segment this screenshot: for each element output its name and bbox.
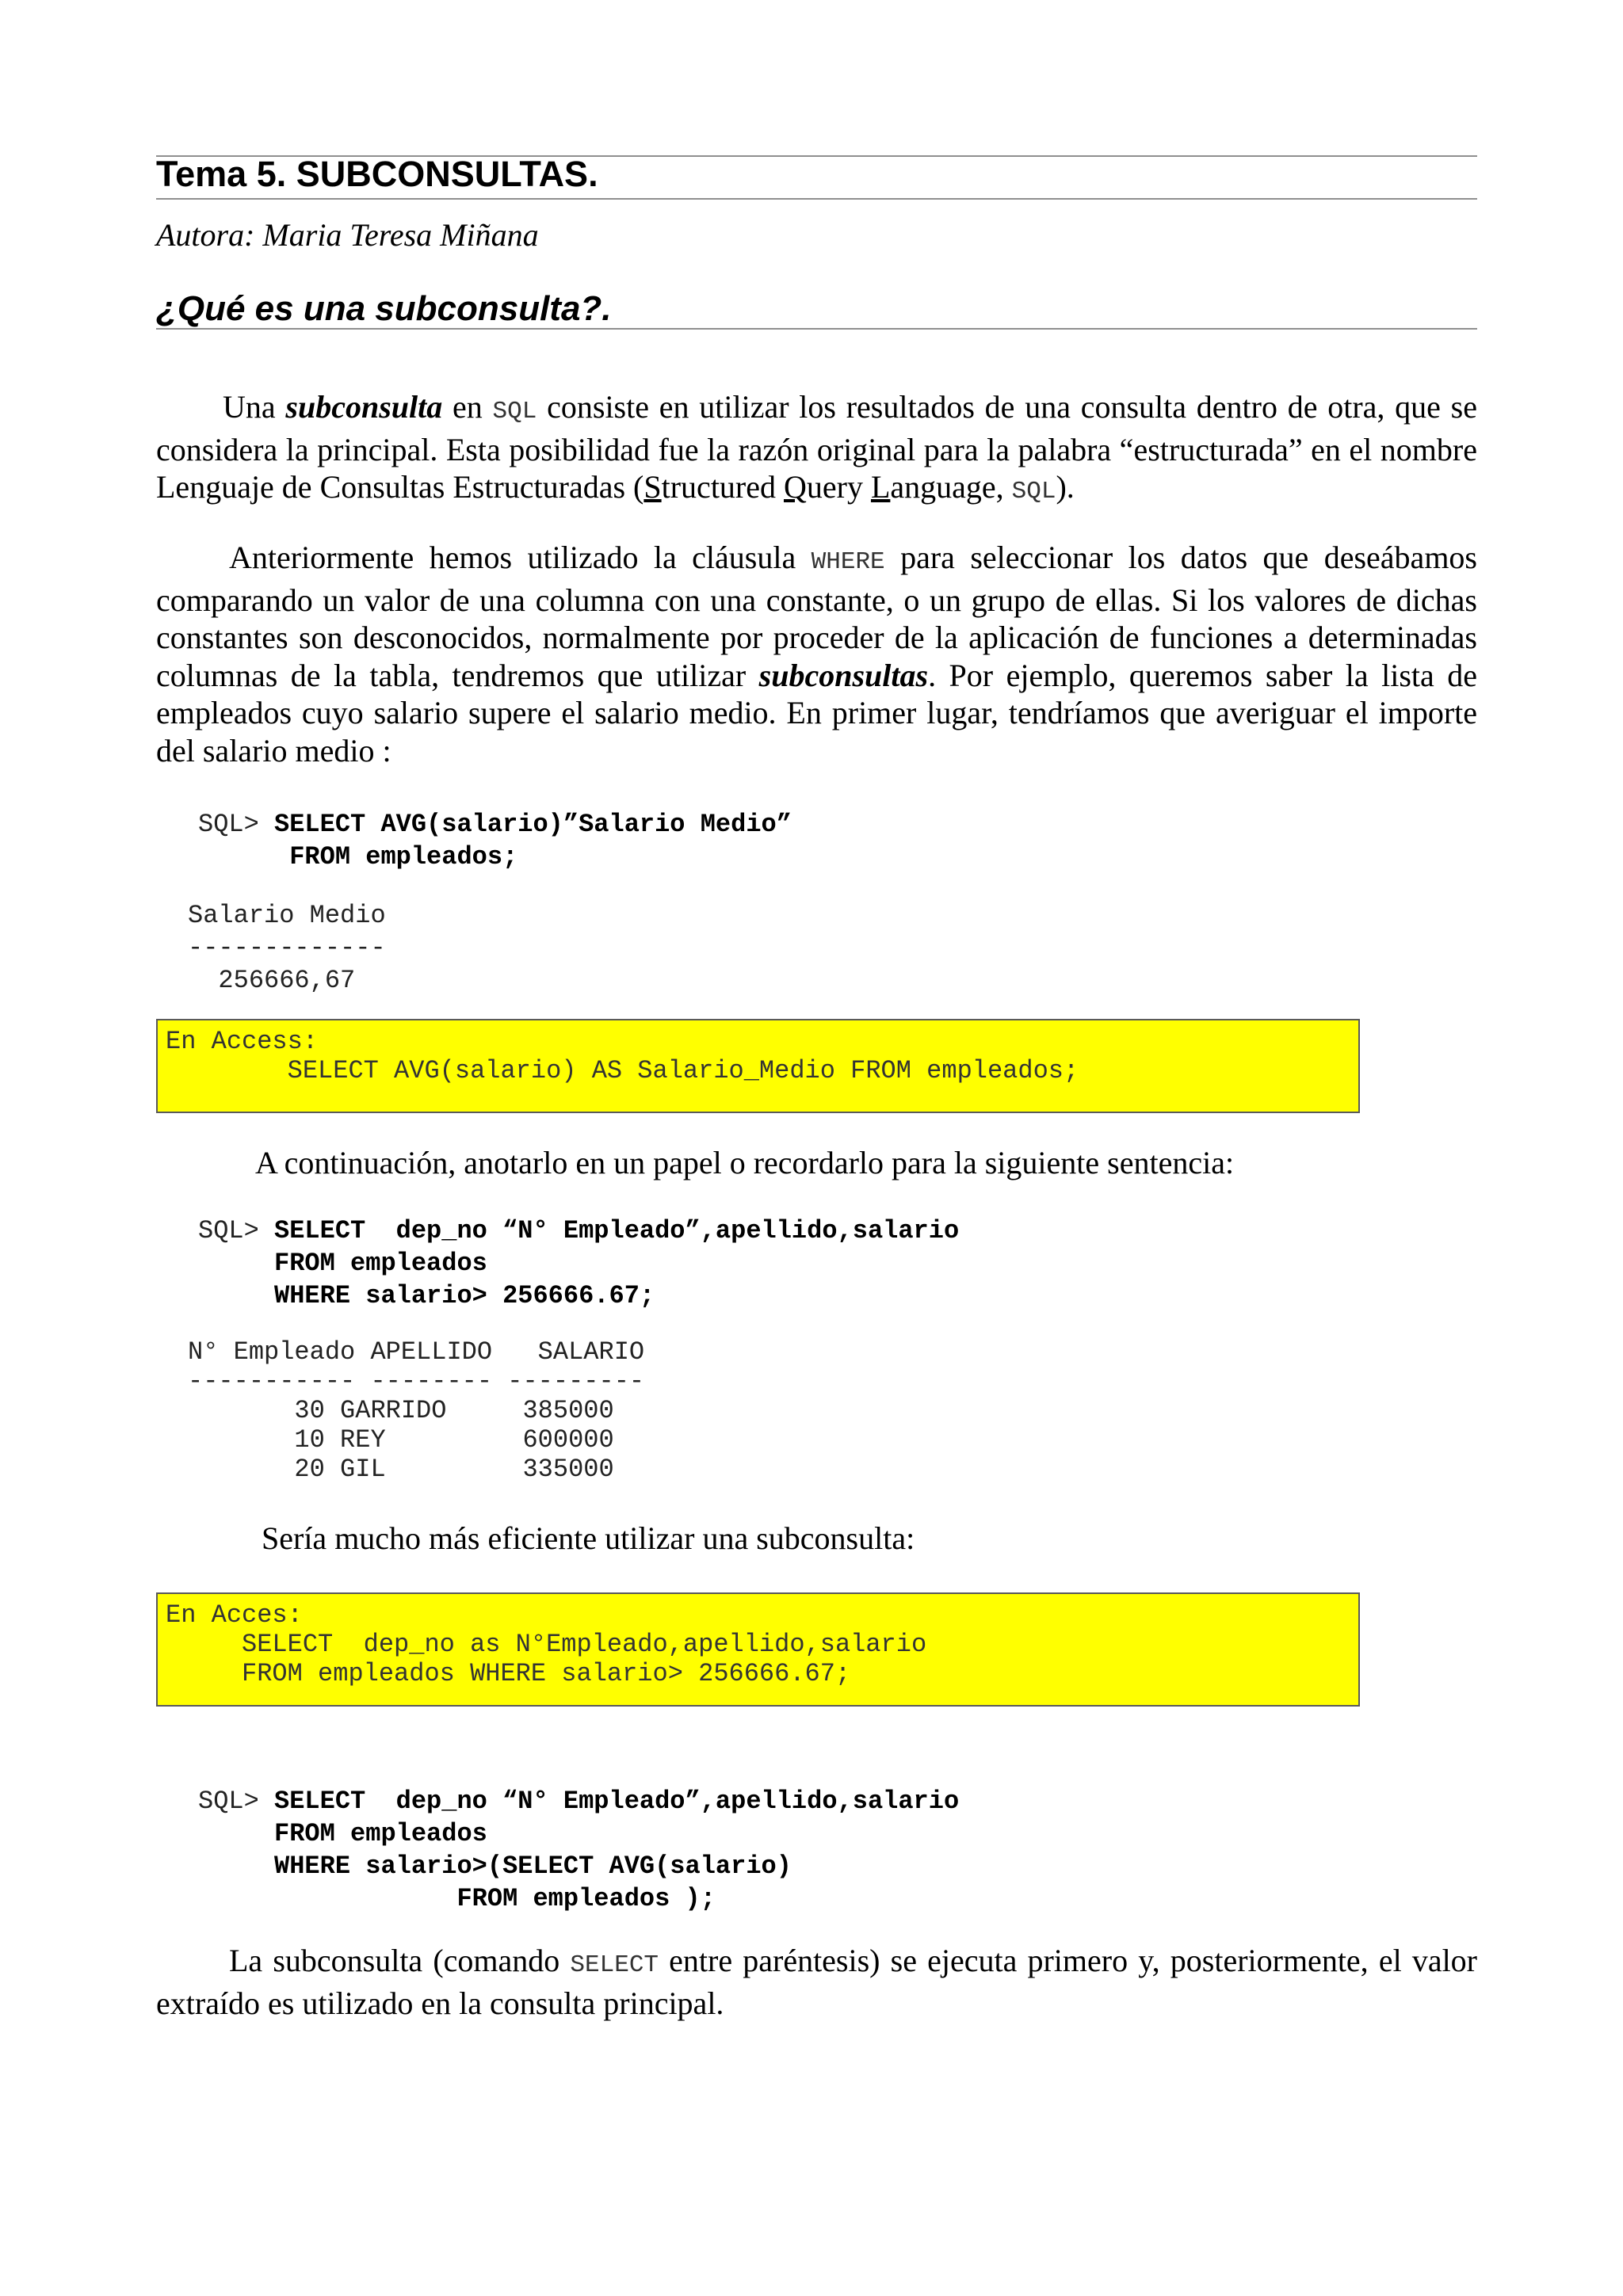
text-run: entre paréntesis) se ejecuta primero y, posteriormente, el valor extraído es utilizado en la consulta principal. [156, 1943, 1478, 2021]
text-run: consiste en utilizar los resultados de una consulta dentro de otra, que se considera la principal. Esta posibilidad fue la razón original para la palabra “estructurada” en el nombre Lenguaje de Consultas Estructuradas ( [156, 389, 1478, 505]
text-run: uery [806, 469, 871, 505]
result-value: 256666,67 [218, 966, 356, 995]
section-title-rule [156, 328, 1477, 330]
underlined-letter: S [643, 469, 662, 505]
inline-code-select: SELECT [570, 1951, 659, 1979]
text-run: ). [1056, 469, 1075, 505]
code-block-avg [198, 808, 792, 873]
sql-prompt: SQL> [198, 1787, 275, 1816]
underlined-letter: L [870, 469, 891, 505]
code-line: FROM empleados [274, 1819, 487, 1848]
result-separator: ----------- -------- --------- [188, 1367, 645, 1396]
text-run: Anteriormente hemos utilizado la cláusula [229, 540, 812, 575]
document-author: Autora: Maria Teresa Miñana [156, 217, 539, 253]
code-line: SELECT AVG(salario)”Salario Medio” [274, 810, 792, 839]
result-header: N° Empleado APELLIDO SALARIO [188, 1337, 645, 1367]
header-bottom-rule [156, 198, 1477, 200]
result-separator: ------------- [188, 933, 386, 963]
sql-prompt: SQL> [198, 810, 275, 839]
where-paragraph [156, 539, 1477, 769]
result-header: Salario Medio [188, 901, 386, 930]
code-line: FROM empleados ); [456, 1884, 716, 1913]
access-note-box-2 [156, 1592, 1360, 1707]
access-label: En Access: [166, 1027, 319, 1056]
emphasis-subconsultas: subconsultas [758, 657, 929, 693]
emphasis-subconsulta: subconsulta [285, 389, 443, 425]
section-title: ¿Qué es una subconsulta?. [156, 289, 612, 328]
code-block-select-constant [198, 1215, 959, 1312]
result-row: 20 GIL 335000 [294, 1455, 614, 1484]
text-run: tructured [661, 469, 784, 505]
continuation-paragraph: A continuación, anotarlo en un papel o recordarlo para la siguiente sentencia: [255, 1145, 1235, 1180]
code-line: WHERE salario> 256666.67; [274, 1281, 655, 1310]
code-line: FROM empleados; [289, 842, 518, 871]
text-run: en [442, 389, 493, 425]
code-line: SELECT dep_no “N° Empleado”,apellido,salario [274, 1787, 960, 1816]
result-employees-table [188, 1337, 644, 1484]
code-line: SELECT dep_no “N° Empleado”,apellido,salario [274, 1216, 960, 1245]
result-avg [188, 899, 386, 997]
inline-code-sql: SQL [492, 398, 537, 425]
inline-code-sql: SQL [1011, 478, 1056, 505]
document-title: Tema 5. SUBCONSULTAS. [156, 154, 598, 194]
text-run: para seleccionar los datos que deseábamos comparando un valor de una columna con una constante, o un grupo de ellas. Si los valores de dichas constantes son desconocidos, normalmente por proceder de la aplicación de funciones a determinadas columnas de la tabla, tendremos que utilizar [156, 540, 1477, 693]
efficiency-paragraph: Sería mucho más eficiente utilizar una subconsulta: [262, 1520, 915, 1556]
conclusion-paragraph [156, 1942, 1477, 2022]
access-code-line: SELECT dep_no as N°Empleado,apellido,salario [242, 1630, 927, 1659]
sql-prompt: SQL> [198, 1216, 275, 1245]
code-block-subquery [198, 1785, 959, 1915]
intro-paragraph [156, 388, 1477, 511]
text-run: anguage, [890, 469, 1012, 505]
text-run: Una [223, 389, 286, 425]
access-code-line: SELECT AVG(salario) AS Salario_Medio FROM empleados; [287, 1056, 1079, 1085]
access-label: En Acces: [166, 1600, 303, 1630]
result-row: 10 REY 600000 [294, 1425, 614, 1455]
text-run: . Por ejemplo, queremos saber la lista de empleados cuyo salario supere el salario medio. En primer lugar, tendríamos que averiguar el importe del salario medio : [156, 657, 1477, 769]
text-run: La subconsulta (comando [229, 1943, 571, 1978]
result-row: 30 GARRIDO 385000 [294, 1396, 614, 1425]
access-code-line: FROM empleados WHERE salario> 256666.67; [242, 1659, 851, 1688]
inline-code-where: WHERE [811, 548, 885, 576]
access-note-box-1 [156, 1019, 1360, 1113]
code-line: WHERE salario>(SELECT AVG(salario) [274, 1852, 792, 1881]
underlined-letter: Q [784, 469, 807, 505]
code-line: FROM empleados [274, 1249, 487, 1278]
